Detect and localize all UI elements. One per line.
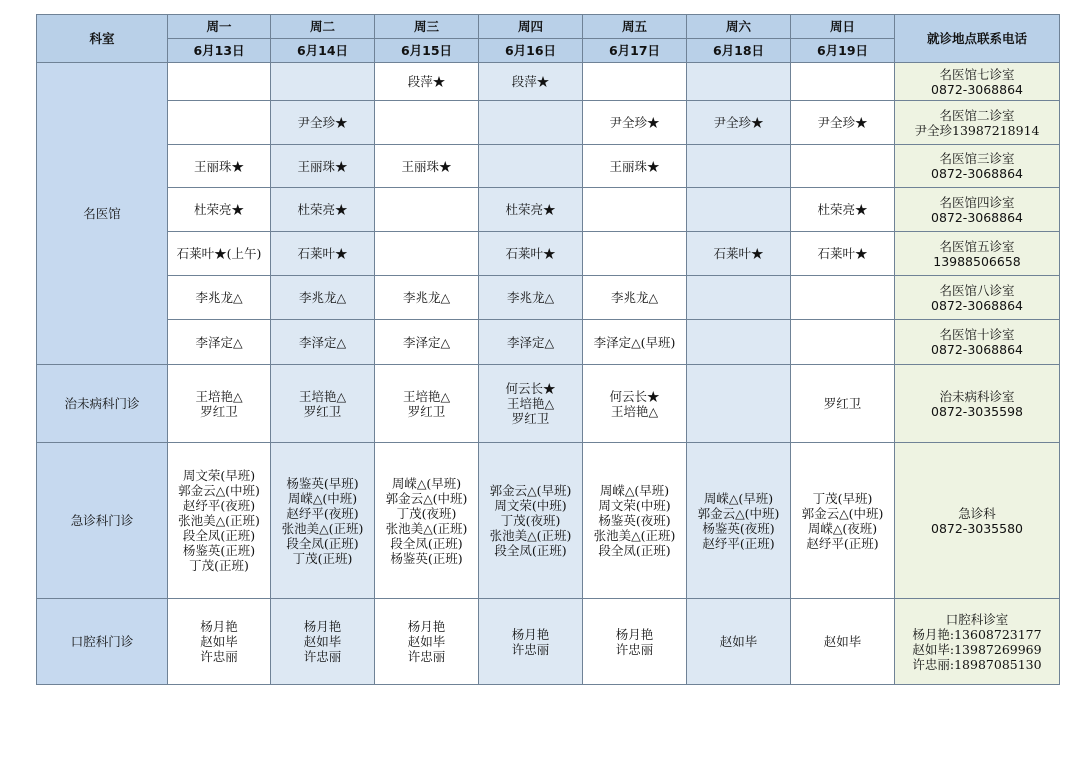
schedule-cell [687,63,791,101]
doctor-entry: 段全凤(正班) [182,528,256,543]
schedule-cell [375,599,479,685]
doctor-entry: 赵如毕 [407,634,446,649]
table-row [37,365,1060,443]
doctor-entry: 丁茂(早班) [812,490,873,506]
doctor-entry: 王培艳△ [298,388,347,404]
schedule-cell [168,188,271,232]
schedule-cell [375,232,479,276]
doctor-entry: 丁茂(正班) [189,558,249,573]
schedule-cell [687,443,791,599]
doctor-entry: 段全凤(正班) [598,543,671,558]
doctor-entry: 赵纾平(正班) [702,535,775,551]
doctor-entry: 石莱叶★(上午) [176,246,262,261]
doctor-entry: 赵如毕 [200,634,238,649]
doctor-entry: 杨鉴英(正班) [182,543,256,558]
doctor-entry: 尹全珍★ [609,115,660,130]
schedule-cell [583,63,687,101]
schedule-cell [375,188,479,232]
schedule-cell [168,101,271,145]
doctor-entry: 李泽定△ [506,334,555,350]
schedule-cell [271,599,375,685]
schedule-cell [791,145,895,188]
header-date: 6月13日 [168,39,271,63]
location-name: 名医馆十诊室 [939,327,1015,342]
header-weekday: 周一 [168,15,271,39]
schedule-cell [168,365,271,443]
schedule-cell [479,232,583,276]
doctor-entry: 杨鉴英(正班) [390,550,463,566]
header-weekday: 周四 [479,15,583,39]
schedule-cell [168,599,271,685]
doctor-entry: 周嵘△(早班) [599,483,670,498]
contact-phone: 杨月艳:13608723177 [912,626,1042,642]
doctor-entry: 周文荣(中班) [598,498,671,513]
schedule-cell [375,443,479,599]
location-name: 名医馆七诊室 [939,66,1015,82]
header-weekday: 周三 [375,15,479,39]
doctor-entry: 李泽定△(早班) [593,334,676,350]
schedule-cell [791,443,895,599]
doctor-entry: 王培艳△ [610,403,659,419]
doctor-entry: 郭金云△(中班) [385,490,468,506]
schedule-cell [687,145,791,188]
doctor-entry: 杨鉴英(早班) [286,475,359,491]
schedule-cell [791,599,895,685]
location-name: 名医馆五诊室 [939,238,1015,254]
location-name: 名医馆四诊室 [939,194,1015,210]
doctor-entry: 段全凤(正班) [286,535,359,551]
location-name: 名医馆三诊室 [939,151,1015,166]
schedule-cell [168,320,271,365]
schedule-cell [583,145,687,188]
contact-phone: 13988506658 [933,253,1021,269]
schedule-cell [583,188,687,232]
schedule-cell [687,232,791,276]
schedule-cell [271,101,375,145]
contact-phone: 0872-3068864 [931,209,1023,225]
department-name: 名医馆 [37,63,168,365]
location-name: 口腔科诊室 [945,611,1009,627]
location-name: 名医馆八诊室 [939,282,1015,298]
contact-phone: 0872-3068864 [931,342,1023,357]
table-row [37,188,1060,232]
doctor-entry: 李泽定△ [195,334,243,350]
schedule-cell [583,443,687,599]
doctor-entry: 李兆龙△ [298,290,347,305]
schedule-cell [271,276,375,320]
schedule-cell [479,63,583,101]
schedule-cell [479,101,583,145]
doctor-entry: 周嵘△(中班) [287,490,358,506]
doctor-entry: 石莱叶★ [505,246,556,261]
schedule-cell [791,320,895,365]
schedule-cell [271,145,375,188]
schedule-cell [168,443,271,599]
header-date: 6月19日 [791,39,895,63]
schedule-cell [687,320,791,365]
doctor-entry: 许忠丽 [303,649,342,664]
schedule-cell [791,232,895,276]
doctor-entry: 杨月艳 [200,619,238,634]
schedule-cell [687,276,791,320]
schedule-cell [791,188,895,232]
contact-phone: 0872-3068864 [931,166,1023,181]
doctor-entry: 王培艳△ [506,396,555,411]
schedule-cell [687,365,791,443]
contact-phone: 0872-3035598 [931,403,1023,419]
doctor-entry: 丁茂(正班) [292,550,353,566]
doctor-entry: 张池美△(正班) [178,513,260,528]
header-weekday: 周五 [583,15,687,39]
table-body [37,63,1060,685]
schedule-cell [168,276,271,320]
doctor-entry: 王丽珠★ [609,158,660,174]
doctor-entry: 尹全珍★ [713,115,764,130]
doctor-entry: 杜荣亮★ [505,202,556,217]
doctor-entry: 周嵘△(早班) [703,490,774,506]
doctor-entry: 张池美△(正班) [593,528,676,543]
doctor-entry: 赵如毕 [303,634,342,649]
contact-phone: 许忠丽:18987085130 [912,656,1042,672]
doctor-entry: 杜荣亮★ [297,202,348,217]
table-row [37,63,1060,101]
doctor-entry: 石莱叶★ [297,246,348,261]
doctor-entry: 何云长★ [505,381,556,396]
contact-phone: 0872-3068864 [931,297,1023,313]
schedule-cell [583,276,687,320]
header-date: 6月14日 [271,39,375,63]
schedule-cell [479,276,583,320]
doctor-entry: 罗红卫 [303,403,342,419]
table-row [37,232,1060,276]
table-header [37,15,1060,63]
table-row [37,599,1060,685]
doctor-entry: 段全凤(正班) [390,535,463,551]
doctor-entry: 杨鉴英(夜班) [598,513,671,528]
doctor-entry: 王丽珠★ [401,158,452,174]
doctor-entry: 杨鉴英(夜班) [702,520,775,536]
location-contact-cell [895,63,1060,101]
department-name: 急诊科门诊 [37,443,168,599]
location-contact-cell [895,232,1060,276]
doctor-entry: 李兆龙△ [610,290,659,305]
doctor-entry: 何云长★ [609,388,660,404]
schedule-cell [375,145,479,188]
header-date: 6月15日 [375,39,479,63]
schedule-cell [687,599,791,685]
contact-phone: 0872-3035580 [931,520,1023,536]
schedule-cell [479,443,583,599]
doctor-entry: 赵纾平(正班) [806,535,879,551]
table-row [37,443,1060,599]
schedule-cell [271,63,375,101]
schedule-cell [479,365,583,443]
schedule-cell [479,599,583,685]
doctor-entry: 赵如毕 [719,634,758,649]
doctor-entry: 尹全珍★ [817,115,868,130]
schedule-cell [168,232,271,276]
schedule-cell [791,365,895,443]
doctor-entry: 李兆龙△ [506,290,555,305]
location-contact-cell [895,276,1060,320]
schedule-cell [687,188,791,232]
contact-phone: 0872-3068864 [931,81,1023,97]
doctor-entry: 张池美△(正班) [385,520,468,536]
location-contact-cell [895,101,1060,145]
schedule-cell [375,101,479,145]
header-date: 6月17日 [583,39,687,63]
doctor-entry: 杨月艳 [615,626,654,642]
schedule-cell [168,63,271,101]
location-contact-cell [895,599,1060,685]
schedule-cell [583,232,687,276]
doctor-entry: 杜荣亮★ [193,202,244,217]
doctor-entry: 段全凤(正班) [494,543,567,558]
doctor-entry: 许忠丽 [200,649,238,664]
doctor-entry: 周文荣(早班) [182,468,256,483]
schedule-cell [375,276,479,320]
department-name: 口腔科门诊 [37,599,168,685]
doctor-entry: 张池美△(正班) [281,520,364,536]
doctor-entry: 王培艳△ [402,388,451,404]
doctor-entry: 杜荣亮★ [817,202,868,217]
doctor-entry: 丁茂(夜班) [396,505,457,521]
doctor-entry: 李兆龙△ [195,290,243,305]
duty-schedule-table [36,14,1060,685]
schedule-cell [271,188,375,232]
doctor-entry: 杨月艳 [303,619,342,634]
doctor-entry: 许忠丽 [511,641,550,657]
header-weekday: 周日 [791,15,895,39]
doctor-entry: 尹全珍★ [297,115,348,130]
schedule-page [36,14,1060,685]
doctor-entry: 罗红卫 [823,396,862,411]
doctor-entry: 杨月艳 [407,619,446,634]
doctor-entry: 段萍★ [407,74,446,89]
doctor-entry: 郭金云△(中班) [697,505,780,521]
doctor-entry: 郭金云△(中班) [178,483,260,498]
schedule-cell [791,276,895,320]
department-name: 治未病科门诊 [37,365,168,443]
doctor-entry: 石莱叶★ [817,246,868,261]
doctor-entry: 罗红卫 [200,403,238,419]
schedule-cell [687,101,791,145]
contact-phone: 尹全珍13987218914 [914,122,1040,138]
header-date: 6月18日 [687,39,791,63]
doctor-entry: 李泽定△ [298,334,347,350]
schedule-cell [271,320,375,365]
header-location: 就诊地点联系电话 [895,15,1060,63]
location-name: 治未病科诊室 [939,388,1015,404]
contact-phone: 赵如毕:13987269969 [912,641,1042,657]
doctor-entry: 李兆龙△ [402,290,451,305]
header-dept: 科室 [37,15,168,63]
doctor-entry: 王培艳△ [195,388,243,404]
doctor-entry: 周嵘△(夜班) [807,520,878,536]
doctor-entry: 张池美△(正班) [489,528,572,543]
schedule-cell [791,101,895,145]
location-contact-cell [895,365,1060,443]
doctor-entry: 郭金云△(中班) [801,505,884,521]
table-row [37,276,1060,320]
doctor-entry: 罗红卫 [407,403,446,419]
location-contact-cell [895,145,1060,188]
schedule-cell [479,188,583,232]
doctor-entry: 赵纾平(夜班) [286,505,359,521]
location-contact-cell [895,443,1060,599]
location-name: 急诊科 [958,505,996,521]
schedule-cell [375,320,479,365]
schedule-cell [271,232,375,276]
location-name: 名医馆二诊室 [939,107,1015,123]
schedule-cell [271,365,375,443]
schedule-cell [583,365,687,443]
schedule-cell [791,63,895,101]
doctor-entry: 许忠丽 [407,649,446,664]
doctor-entry: 丁茂(夜班) [500,513,561,528]
doctor-entry: 李泽定△ [402,334,451,350]
schedule-cell [168,145,271,188]
doctor-entry: 赵纾平(夜班) [182,498,256,513]
doctor-entry: 许忠丽 [615,641,654,657]
schedule-cell [271,443,375,599]
header-weekday: 周二 [271,15,375,39]
location-contact-cell [895,188,1060,232]
schedule-cell [479,320,583,365]
doctor-entry: 周嵘△(早班) [391,475,462,491]
schedule-cell [479,145,583,188]
doctor-entry: 周文荣(中班) [494,498,567,513]
doctor-entry: 石莱叶★ [713,246,764,261]
location-contact-cell [895,320,1060,365]
doctor-entry: 赵如毕 [823,634,862,649]
doctor-entry: 王丽珠★ [297,158,348,174]
doctor-entry: 罗红卫 [511,411,550,426]
header-date: 6月16日 [479,39,583,63]
schedule-cell [375,63,479,101]
schedule-cell [375,365,479,443]
doctor-entry: 郭金云△(早班) [489,483,572,498]
table-row [37,101,1060,145]
doctor-entry: 段萍★ [511,74,550,89]
schedule-cell [583,101,687,145]
doctor-entry: 杨月艳 [511,626,550,642]
table-row [37,320,1060,365]
schedule-cell [583,599,687,685]
doctor-entry: 王丽珠★ [193,158,244,174]
schedule-cell [583,320,687,365]
table-row [37,145,1060,188]
header-weekday: 周六 [687,15,791,39]
